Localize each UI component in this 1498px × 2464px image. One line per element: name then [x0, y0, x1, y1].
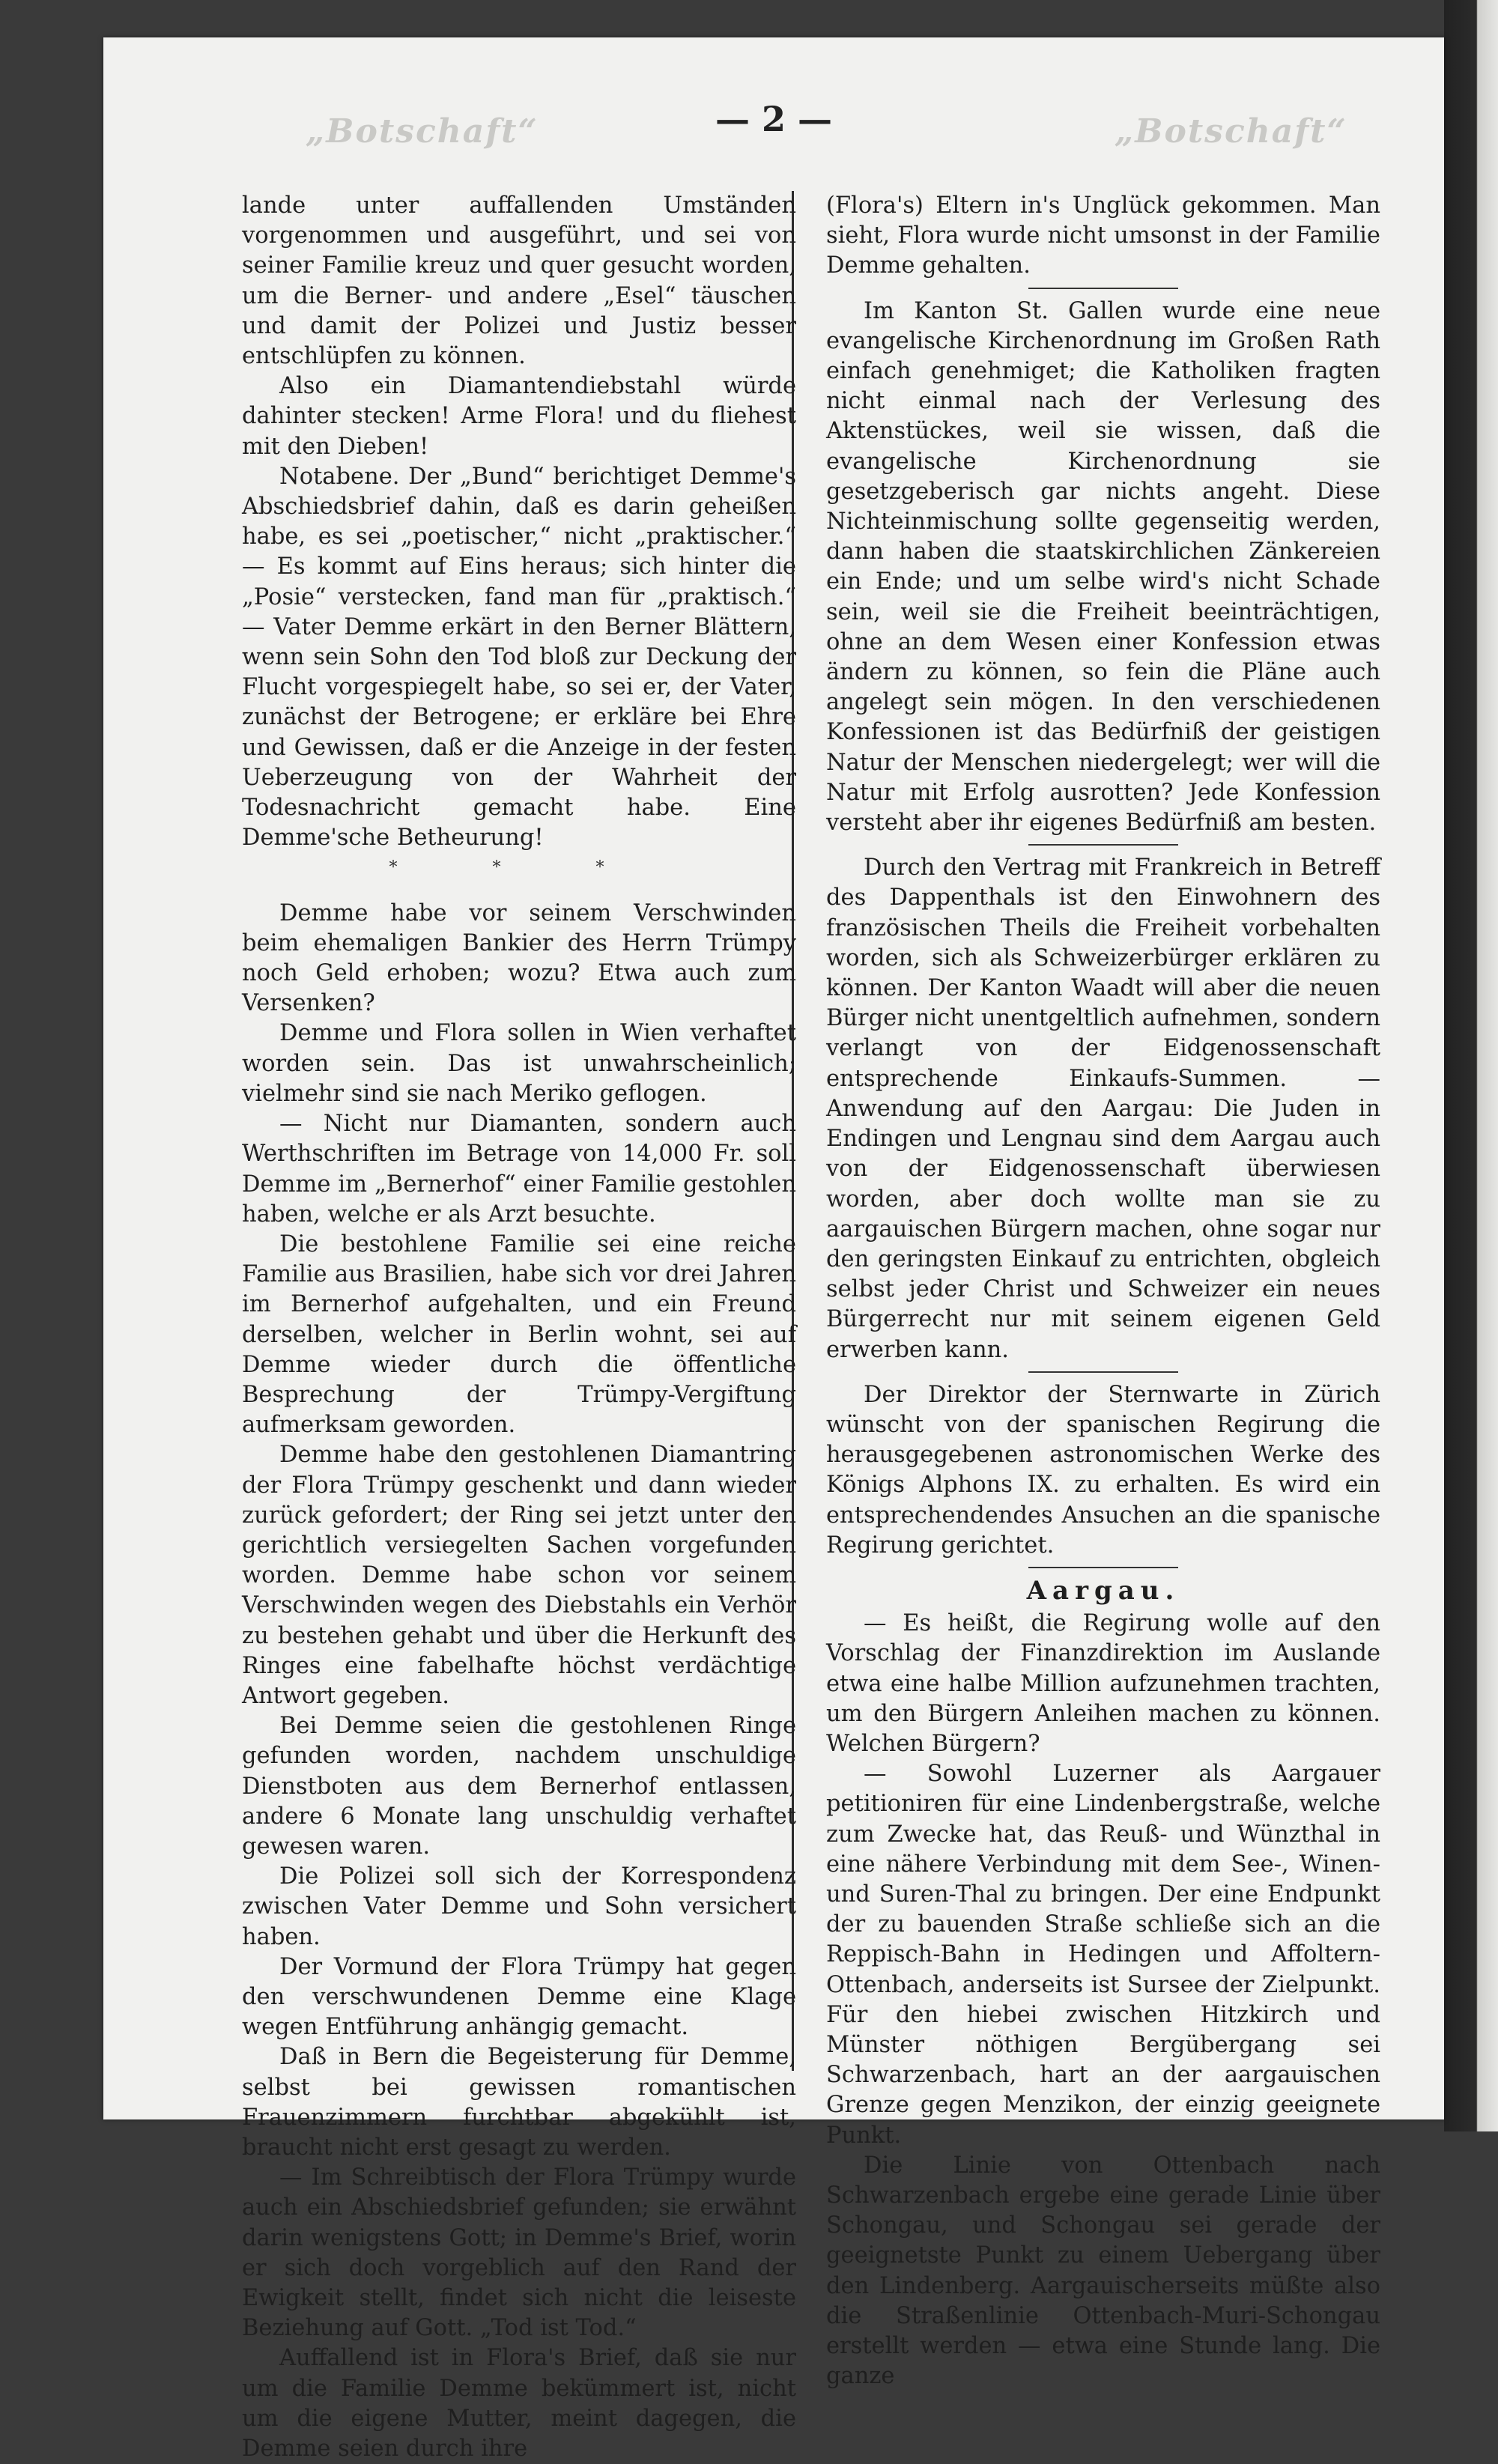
bleed-through-right: „Botschaft“	[1115, 112, 1347, 151]
section-heading: Aargau.	[1026, 1575, 1180, 1606]
paragraph: Der Direktor der Sternwarte in Zürich wünscht von der spanischen Regirung die herausgegebenen astronomischen Werke des Königs Alphons IX. zu erhalten. Es wird ein entsprechendendes Ansuchen an die spanische Regirung gerichtet.	[826, 1381, 1380, 1559]
paragraph: Demme und Flora sollen in Wien verhaftet worden sein. Das ist unwahrscheinlich; vielmehr sind sie nach Meriko geflogen.	[242, 1020, 796, 1107]
paragraph: Demme habe vor seinem Verschwinden beim ehemaligen Bankier des Herrn Trümpy noch Geld erhoben; wozu? Etwa auch zum Versenken?	[242, 899, 796, 1017]
paragraph: Die Linie von Ottenbach nach Schwarzenbach ergebe eine gerade Linie über Schongau, und Schongau sei gerade der geeignetste Punkt zu einem Uebergang über den Lindenberg. Aargauischerseits müßte also die Straßenlinie Ottenbach-Muri-Schongau erstellt werden — etwa eine Stunde lang. Die ganze	[826, 2152, 1380, 2390]
paragraph: — Sowohl Luzerner als Aargauer petitioniren für eine Lindenbergstraße, welche zum Zwecke hat, das Reuß- und Wünzthal in eine nähere Verbindung mit dem See-, Winen- und Suren-Thal zu bringen. Der eine Endpunkt der zu bauenden Straße schließe sich an die Reppisch-Bahn in Hedingen und Affoltern-Ottenbach, anderseits ist Sursee der Zielpunkt. Für den hiebei zwischen Hitzkirch und Münster nöthigen Bergübergang sei Schwarzenbach, hart an der aargauischen Grenze gegen Menzikon, der einzig geeignete Punkt.	[826, 1761, 1380, 2149]
left-column	[242, 191, 796, 2464]
section-rule	[1028, 1567, 1178, 1568]
paragraph: Durch den Vertrag mit Frankreich in Betreff des Dappenthals ist den Einwohnern des französischen Theils die Freiheit vorbehalten worden, sich als Schweizerbürger erklären zu können. Der Kanton Waadt will aber die neuen Bürger nicht unentgeltlich aufnehmen, sondern verlangt von der Eidgenossenschaft entsprechende Einkaufs-Summen. — Anwendung auf den Aargau: Die Juden in Endingen und Lengnau sind dem Aargau auch von der Eidgenossenschaft überwiesen worden, aber doch wollte man sie zu aargauischen Bürgern machen, ohne sogar nur den geringsten Einkauf zu entrichten, obgleich selbst jeder Christ und Schweizer ein neues Bürgerrecht nur mit seinem eigenen Geld erwerben kann.	[826, 855, 1380, 1363]
paragraph: lande unter auffallenden Umständen vorgenommen und ausgeführt, und sei von seiner Familie kreuz und quer gesucht worden, um die Berner- und andere „Esel“ täuschen und damit der Polizei und Justiz besser entschlüpfen zu können.	[242, 192, 796, 370]
paragraph: (Flora's) Eltern in's Unglück gekommen. Man sieht, Flora wurde nicht umsonst in der Familie Demme gehalten.	[826, 192, 1380, 279]
asterism-separator: * * *	[389, 858, 649, 878]
bleed-through-left: „Botschaft“	[306, 112, 539, 151]
paragraph: Daß in Bern die Begeisterung für Demme, selbst bei gewissen romantischen Frauenzimmern furchtbar abgekühlt ist, braucht nicht erst gesagt zu werden.	[242, 2044, 796, 2161]
section-rule	[1028, 1371, 1178, 1373]
paragraph: Der Vormund der Flora Trümpy hat gegen den verschwundenen Demme eine Klage wegen Entführung anhängig gemacht.	[242, 1953, 796, 2041]
paragraph: Die bestohlene Familie sei eine reiche Familie aus Brasilien, habe sich vor drei Jahren im Bernerhof aufgehalten, und ein Freund derselben, welcher in Berlin wohnt, sei auf Demme wieder durch die öffentliche Besprechung der Trümpy-Vergiftung aufmerksam geworden.	[242, 1231, 796, 1439]
paragraph: Also ein Diamantendiebstahl würde dahinter stecken! Arme Flora! und du fliehest mit den Dieben!	[242, 373, 796, 460]
page-number: — 2 —	[715, 99, 833, 139]
right-column	[826, 191, 1380, 2391]
paragraph: Im Kanton St. Gallen wurde eine neue evangelische Kirchenordnung im Großen Rath einfach genehmiget; die Katholiken fragten nicht einmal nach der Verlesung des Aktenstückes, weil sie wissen, daß die evangelische Kirchenordnung sie gesetzgeberisch gar nichts angeht. Diese Nichteinmischung sollte gegenseitig werden, dann haben die staatskirchlichen Zänkereien ein Ende; und um selbe wird's nicht Schade sein, weil sie die Freiheit beeinträchtigen, ohne an dem Wesen einer Konfession etwas ändern zu können, so fein die Pläne auch angelegt sein mögen. In den verschiedenen Konfessionen ist das Bedürfniß der geistigen Natur der Menschen niedergelegt; wer will die Natur mit Erfolg ausrotten? Jede Konfession versteht aber ihr eigenes Bedürfniß am besten.	[826, 297, 1380, 837]
adjacent-page-edge	[1444, 0, 1498, 2131]
paragraph: Die Polizei soll sich der Korrespondenz zwischen Vater Demme und Sohn versichert haben.	[242, 1863, 796, 1950]
paragraph: Bei Demme seien die gestohlenen Ringe gefunden worden, nachdem unschuldige Dienstboten aus dem Bernerhof entlassen, andere 6 Monate lang unschuldig verhaftet gewesen waren.	[242, 1713, 796, 1860]
paragraph: Auffallend ist in Flora's Brief, daß sie nur um die Familie Demme bekümmert ist, nicht um die eigene Mutter, meint dagegen, die Demme seien durch ihre	[242, 2345, 796, 2463]
paragraph: — Nicht nur Diamanten, sondern auch Werthschriften im Betrage von 14,000 Fr. soll Demme im „Bernerhof“ einer Familie gestohlen haben, welche er als Arzt besuchte.	[242, 1111, 796, 1228]
section-rule	[1028, 844, 1178, 846]
paragraph: — Es heißt, die Regirung wolle auf den Vorschlag der Finanzdirektion im Auslande etwa eine halbe Million aufzunehmen trachten, um den Bürgern Anleihen machen zu können. Welchen Bürgern?	[826, 1610, 1380, 1757]
paragraph: Notabene. Der „Bund“ berichtiget Demme's Abschiedsbrief dahin, daß es darin geheißen habe, es sei „poetischer,“ nicht „praktischer.“ — Es kommt auf Eins heraus; sich hinter die „Posie“ verstecken, fand man für „praktisch.“ — Vater Demme erkärt in den Berner Blättern, wenn sein Sohn den Tod bloß zur Deckung der Flucht vorgespiegelt habe, so sei er, der Vater, zunächst der Betrogene; er erkläre bei Ehre und Gewissen, daß er die Anzeige in der festen Ueberzeugung von der Wahrheit der Todesnachricht gemacht habe. Eine Demme'sche Betheurung!	[242, 463, 796, 852]
paragraph: Demme habe den gestohlenen Diamantring der Flora Trümpy geschenkt und dann wieder zurück gefordert; der Ring sei jetzt unter den gerichtlich versiegelten Sachen vorgefunden worden. Demme habe schon vor seinem Verschwinden wegen des Diebstahls ein Verhör zu bestehen gehabt und über die Herkunft des Ringes eine fabelhafte höchst verdächtige Antwort gegeben.	[242, 1442, 796, 1709]
newspaper-page	[103, 37, 1444, 2463]
section-rule	[1028, 288, 1178, 289]
paragraph: — Im Schreibtisch der Flora Trümpy wurde auch ein Abschiedsbrief gefunden; sie erwähnt darin wenigstens Gott; in Demme's Brief, worin er sich doch vorgeblich auf den Rand der Ewigkeit stellt, findet sich nicht die leiseste Beziehung auf Gott. „Tod ist Tod.“	[242, 2164, 796, 2342]
